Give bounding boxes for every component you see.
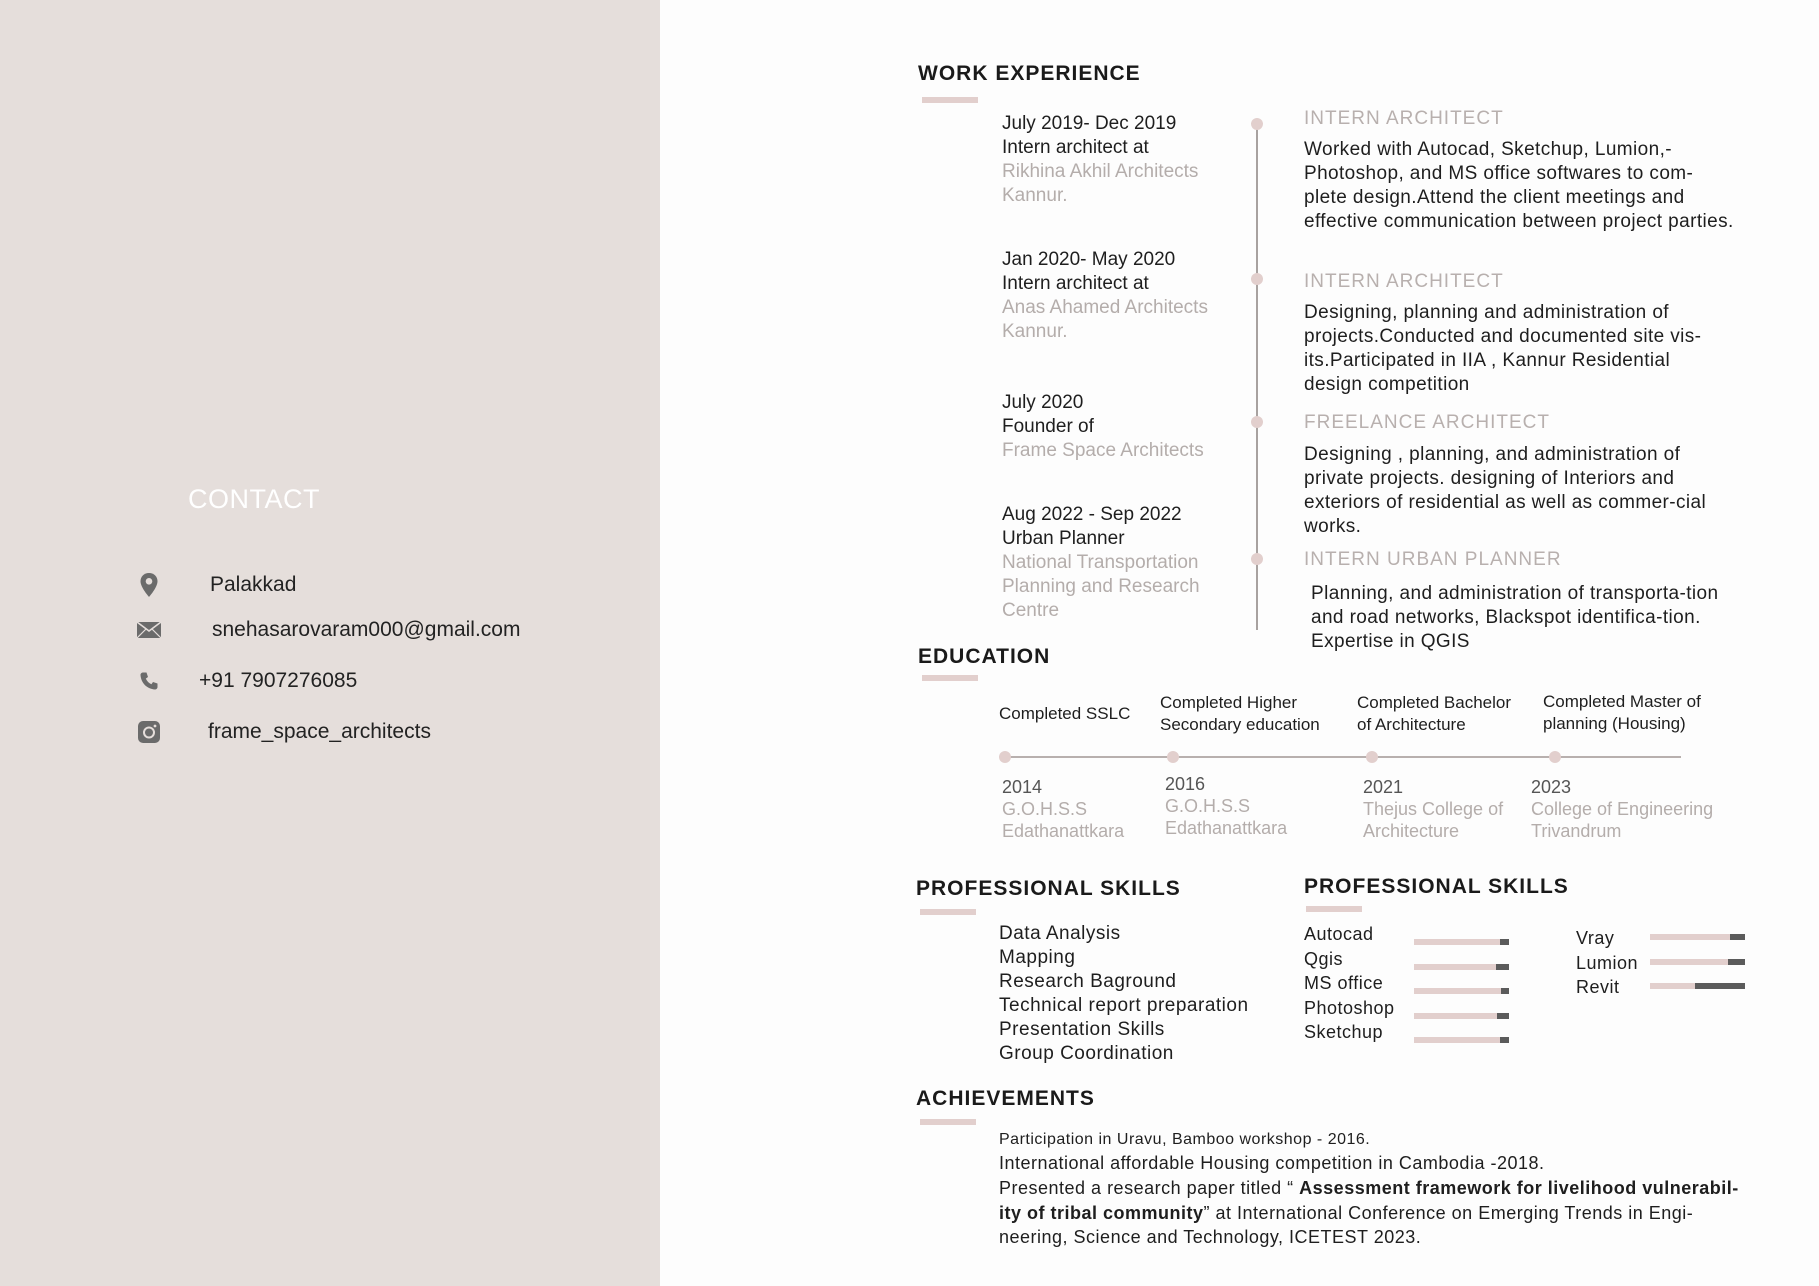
job-location: Kannur.	[1002, 321, 1068, 342]
job-organization: Rikhina Akhil Architects	[1002, 161, 1199, 182]
education-course: planning (Housing)	[1543, 714, 1686, 733]
software-skill-bar	[1414, 988, 1509, 994]
work-experience-title: WORK EXPERIENCE	[918, 62, 1141, 85]
education-course: Secondary education	[1160, 715, 1320, 734]
achievement-text: ” at International Conference on Emerging Trends in Engi-neering, Science and Technology, ICETEST 2023.	[999, 1202, 1694, 1247]
software-skill-bar-marker	[1500, 939, 1509, 945]
job-organization: Planning and Research	[1002, 576, 1200, 597]
job-organization: Frame Space Architects	[1002, 440, 1204, 461]
software-skill-bar	[1414, 939, 1509, 945]
achievement-item	[999, 1176, 1759, 1250]
software-skill-bar	[1414, 964, 1509, 970]
job-position: Intern architect at	[1002, 273, 1149, 294]
education-timeline-dot	[1167, 751, 1179, 763]
location-text: Palakkad	[210, 573, 297, 596]
job-description: Designing , planning, and administration of private projects. designing of Interiors and exteriors of residential as well as commer-cial works.	[1304, 444, 1707, 537]
job-description: Worked with Autocad, Sketchup, Lumion,-Photoshop, and MS office softwares to com-plete design.Attend the client meetings and effective communication between project parties.	[1304, 139, 1734, 232]
education-year: 2016	[1165, 774, 1206, 794]
software-skill-bar	[1650, 983, 1745, 989]
software-skill-bar	[1414, 1037, 1509, 1043]
education-year: 2021	[1363, 777, 1404, 797]
software-skill-label: Photoshop	[1304, 997, 1395, 1018]
skill-item: Data Analysis	[999, 923, 1121, 944]
software-skill-bar	[1650, 934, 1745, 940]
software-skill-label: Sketchup	[1304, 1022, 1384, 1042]
software-skill-bar-marker	[1695, 983, 1745, 989]
skill-item: Presentation Skills	[999, 1019, 1165, 1040]
job-organization: Centre	[1002, 600, 1060, 621]
education-timeline-dot	[1366, 751, 1378, 763]
job-role: INTERN ARCHITECT	[1304, 108, 1504, 129]
software-skill-label: Qgis	[1304, 948, 1344, 969]
education-school: Thejus College of	[1363, 799, 1504, 819]
education-school: Edathanattkara	[1165, 818, 1288, 838]
instagram-handle[interactable]: frame_space_architects	[208, 720, 431, 743]
education-course: Completed Bachelor	[1357, 693, 1512, 712]
software-skill-label: Lumion	[1576, 952, 1639, 973]
software-skill-label: Vray	[1576, 928, 1615, 948]
skill-item: Group Coordination	[999, 1043, 1174, 1064]
email-link[interactable]: snehasarovaram000@gmail.com	[212, 618, 521, 641]
skill-item: Mapping	[999, 947, 1076, 968]
work-timeline-dot	[1251, 273, 1263, 285]
software-skill-bar	[1414, 1013, 1509, 1019]
contact-title: CONTACT	[188, 484, 320, 514]
work-experience-underline	[922, 97, 978, 103]
software-skill-bar-marker	[1500, 1037, 1509, 1043]
achievement-text: Presented a research paper titled “	[999, 1178, 1300, 1198]
education-course: of Architecture	[1357, 715, 1466, 734]
achievement-item: International affordable Housing competition in Cambodia -2018.	[999, 1153, 1545, 1173]
achievements-title: ACHIEVEMENTS	[916, 1087, 1095, 1110]
education-year: 2023	[1531, 777, 1572, 797]
software-skills-underline	[1306, 906, 1362, 912]
education-course: Completed Higher	[1160, 693, 1298, 712]
software-skills-title: PROFESSIONAL SKILLS	[1304, 875, 1569, 898]
phone-text: +91 7907276085	[199, 669, 358, 692]
software-skill-bar-marker	[1728, 959, 1745, 965]
work-timeline-dot	[1251, 416, 1263, 428]
job-position: Urban Planner	[1002, 528, 1125, 549]
job-organization: National Transportation	[1002, 552, 1199, 573]
work-timeline-dot	[1251, 553, 1263, 565]
job-position: Founder of	[1002, 416, 1094, 437]
education-underline	[922, 675, 978, 681]
job-description: Designing, planning and administration of projects.Conducted and documented site vis-its.Participated in IIA , Kannur Residential design competition	[1304, 302, 1702, 395]
work-timeline-dot	[1251, 118, 1263, 130]
education-course: Completed Master of	[1543, 692, 1701, 711]
job-date: Jan 2020- May 2020	[1002, 249, 1176, 270]
job-organization: Anas Ahamed Architects	[1002, 297, 1208, 318]
software-skill-bar	[1650, 959, 1745, 965]
education-school: College of Engineering	[1531, 799, 1714, 819]
software-skill-label: Revit	[1576, 977, 1620, 997]
job-role: FREELANCE ARCHITECT	[1304, 412, 1550, 433]
skill-item: Research Baground	[999, 971, 1177, 992]
education-timeline-dot	[1549, 751, 1561, 763]
education-timeline-line	[1003, 756, 1681, 758]
software-skill-bar-marker	[1501, 988, 1509, 994]
job-position: Intern architect at	[1002, 137, 1149, 158]
professional-skills-title: PROFESSIONAL SKILLS	[916, 877, 1181, 900]
education-school: G.O.H.S.S	[1002, 799, 1088, 819]
job-role: INTERN ARCHITECT	[1304, 271, 1504, 292]
education-school: Trivandrum	[1531, 821, 1622, 841]
software-skill-bar-marker	[1497, 1013, 1509, 1019]
education-school: Architecture	[1363, 821, 1460, 841]
job-location: Kannur.	[1002, 185, 1068, 206]
education-course: Completed SSLC	[999, 704, 1131, 723]
education-school: Edathanattkara	[1002, 821, 1125, 841]
job-date: Aug 2022 - Sep 2022	[1002, 504, 1182, 525]
software-skill-bar-marker	[1496, 964, 1509, 970]
education-year: 2014	[1002, 777, 1043, 797]
job-date: July 2019- Dec 2019	[1002, 113, 1177, 134]
professional-skills-underline	[920, 909, 976, 915]
job-role: INTERN URBAN PLANNER	[1304, 549, 1562, 570]
achievements-underline	[920, 1119, 976, 1125]
software-skill-label: Autocad	[1304, 924, 1374, 944]
software-skill-label: MS office	[1304, 973, 1384, 993]
software-skill-bar-marker	[1730, 934, 1745, 940]
achievement-item: Participation in Uravu, Bamboo workshop - 2016.	[999, 1131, 1371, 1148]
job-date: July 2020	[1002, 392, 1084, 413]
job-description: Planning, and administration of transporta-tion and road networks, Blackspot identifica-tion. Expertise in QGIS	[1311, 583, 1719, 652]
skills-list	[999, 922, 1249, 1066]
paper-title: Assessment framework for livelihood vulnerabil-ity of tribal community	[999, 1178, 1739, 1223]
skill-item: Technical report preparation	[999, 995, 1249, 1016]
education-title: EDUCATION	[918, 645, 1051, 668]
education-school: G.O.H.S.S	[1165, 796, 1251, 816]
education-timeline-dot	[999, 751, 1011, 763]
